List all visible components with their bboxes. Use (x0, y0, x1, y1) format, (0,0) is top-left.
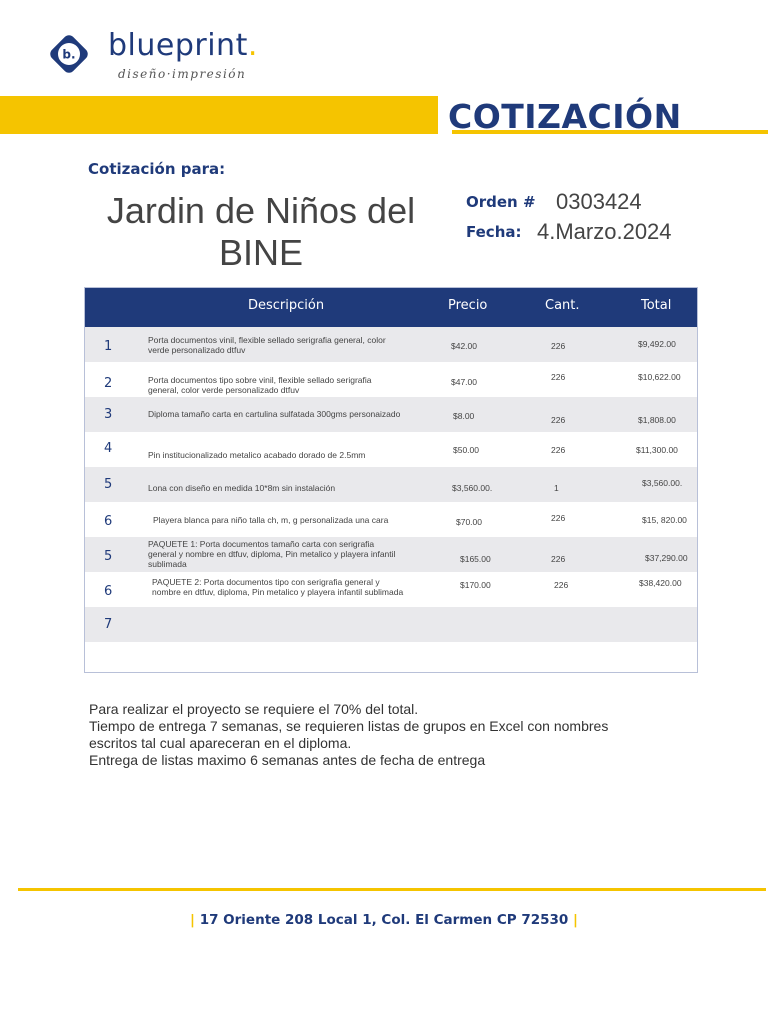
document-title: COTIZACIÓN (448, 97, 682, 136)
row-price: $8.00 (453, 411, 475, 421)
row-quantity: 226 (554, 580, 569, 590)
date-label: Fecha: (466, 223, 522, 241)
row-total: $10,622.00 (638, 372, 681, 382)
table-row (85, 362, 697, 397)
row-price: $70.00 (456, 517, 482, 527)
row-description: Lona con diseño en medida 10*8m sin instalación (148, 483, 336, 493)
brand-tagline: diseño·impresión (118, 67, 247, 81)
row-total: $15, 820.00 (642, 515, 687, 525)
footer-address (0, 912, 768, 928)
row-number: 7 (104, 617, 113, 632)
row-quantity: 1 (554, 483, 559, 493)
brand-name-dot: . (247, 28, 258, 63)
row-total: $9,492.00 (638, 339, 676, 349)
terms-notes (89, 701, 729, 769)
row-price: $170.00 (460, 580, 491, 590)
header-quantity: Cant. (545, 298, 580, 313)
table-row (85, 467, 697, 502)
footer-pipe-right: | (573, 912, 578, 928)
quote-table (84, 287, 698, 673)
row-description: Diploma tamaño carta en cartulina sulfatada 300gms personaizado (148, 409, 401, 419)
note-line: Entrega de listas maximo 6 semanas antes de fecha de entrega (89, 752, 486, 768)
quote-for-label: Cotización para: (88, 160, 226, 178)
row-number: 1 (104, 339, 113, 354)
table-header (85, 288, 697, 327)
row-description: Pin institucionalizado metalico acabado dorado de 2.5mm (148, 450, 366, 460)
row-number: 4 (104, 441, 113, 456)
row-quantity: 226 (551, 372, 566, 382)
logo-letter: b. (62, 47, 76, 62)
row-number: 6 (104, 514, 113, 529)
table-row (85, 537, 697, 572)
table-row (85, 327, 697, 362)
row-total: $37,290.00 (645, 553, 688, 563)
brand-name-main: blueprint (108, 28, 248, 63)
row-quantity: 226 (551, 341, 566, 351)
client-name: Jardin de Niños del BINE (106, 190, 416, 273)
row-quantity: 226 (551, 415, 566, 425)
table-row (85, 397, 697, 432)
row-description: Porta documentos tipo sobre vinil, flexible sellado serigrafia general, color verde personalizado dtfuv (148, 375, 372, 395)
table-row (85, 432, 697, 467)
row-number: 5 (104, 549, 113, 564)
row-total: $3,560.00. (642, 478, 683, 488)
row-number: 3 (104, 407, 113, 422)
row-number: 2 (104, 376, 113, 391)
row-total: $38,420.00 (639, 578, 682, 588)
note-line: Tiempo de entrega 7 semanas, se requieren listas de grupos en Excel con nombres (89, 718, 609, 734)
brand-name (108, 28, 258, 63)
header-description: Descripción (248, 298, 325, 313)
row-description: Playera blanca para niño talla ch, m, g personalizada una cara (153, 515, 389, 525)
row-price: $47.00 (451, 377, 477, 387)
table-row (85, 572, 697, 607)
note-line: Para realizar el proyecto se requiere el 70% del total. (89, 701, 419, 717)
row-quantity: 226 (551, 554, 566, 564)
header-yellow-bar (0, 96, 438, 134)
blueprint-logo-icon (48, 33, 90, 75)
row-price: $42.00 (451, 341, 477, 351)
row-price: $50.00 (453, 445, 479, 455)
row-description: PAQUETE 2: Porta documentos tipo con serigrafia general y nombre en dtfuv, diploma, Pin metalico y playera infantil sublimada (152, 577, 404, 597)
table-row (85, 607, 697, 642)
header-price: Precio (448, 298, 488, 313)
row-total: $11,300.00 (636, 445, 678, 455)
order-number: 0303424 (556, 189, 642, 214)
row-quantity: 226 (551, 513, 566, 523)
note-line: escritos tal cual apareceran en el diploma. (89, 735, 352, 751)
row-description: PAQUETE 1: Porta documentos tamaño carta con serigrafia general y nombre en dtfuv, diploma, Pin metalico y playera infantil sublimada (148, 539, 396, 569)
row-quantity: 226 (551, 445, 566, 455)
footer-address-text: 17 Oriente 208 Local 1, Col. El Carmen CP 72530 (199, 912, 569, 928)
row-number: 5 (104, 477, 113, 492)
row-total: $1,808.00 (638, 415, 676, 425)
header-total: Total (641, 298, 672, 313)
row-description: Porta documentos vinil, flexible sellado serigrafia general, color verde personalizado dtfuv (148, 335, 386, 355)
row-number: 6 (104, 584, 113, 599)
row-price: $165.00 (460, 554, 491, 564)
row-price: $3,560.00. (452, 483, 493, 493)
date-value: 4.Marzo.2024 (537, 219, 672, 244)
order-label: Orden # (466, 193, 536, 211)
table-row (85, 502, 697, 537)
footer-yellow-line (18, 888, 766, 891)
footer-pipe-left: | (190, 912, 195, 928)
